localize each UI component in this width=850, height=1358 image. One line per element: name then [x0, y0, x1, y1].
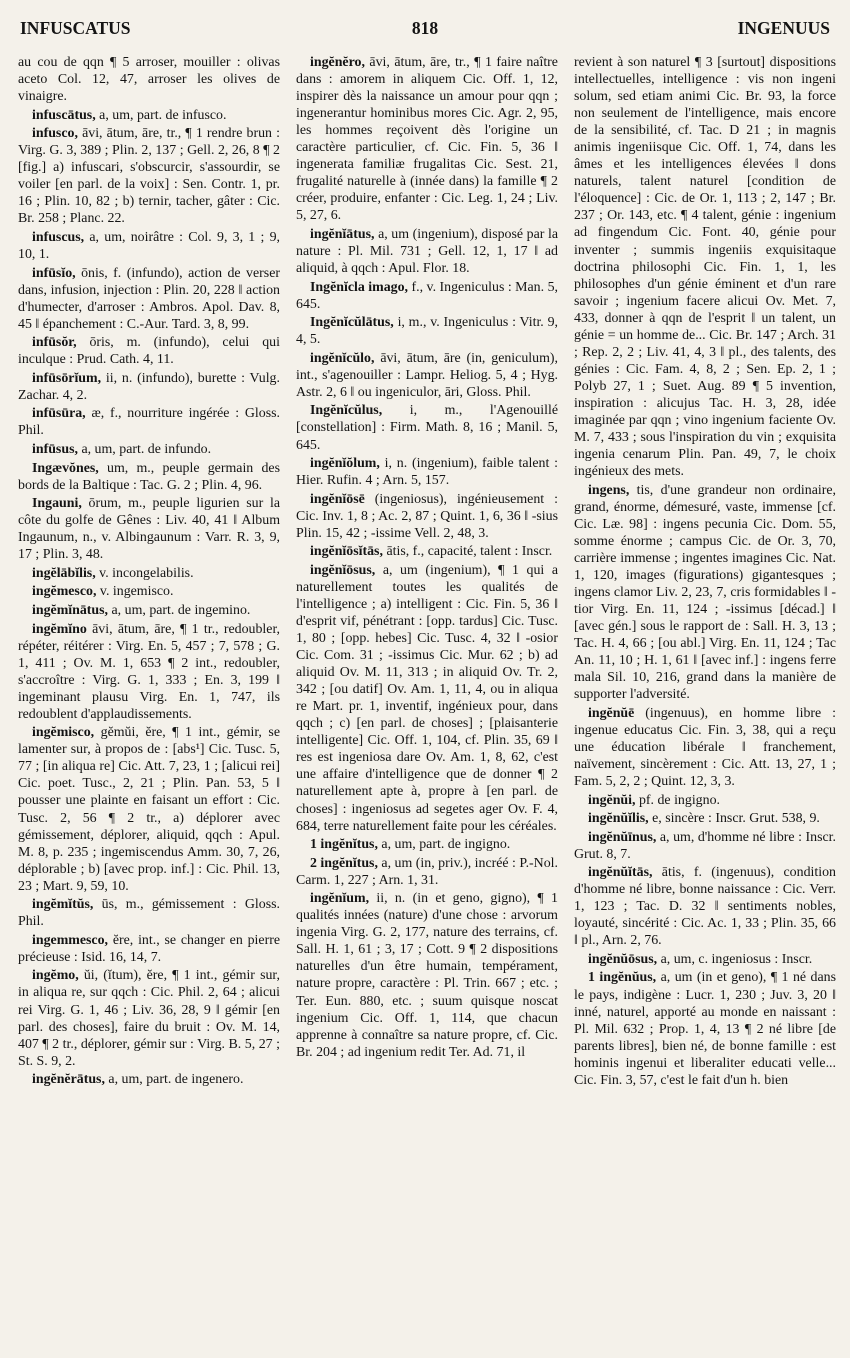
entry-definition: e, sincère : Inscr. Grut. 538, 9.	[652, 811, 820, 827]
headword: 1 ingĕnŭus,	[588, 970, 657, 986]
header-last-word: INGENUUS	[737, 18, 830, 38]
entry-definition: a, um, part. de infundo.	[81, 442, 212, 458]
entry-definition: i, n. (ingenium), faible talent : Hier. Rufin. 4 ; Arn. 5, 157.	[296, 456, 558, 489]
entry-definition: a, um (ingenium), ¶ 1 qui a naturellement toutes les qualités de l'intelligence ; a) intelligent : Cic. Fin. 5, 36 ‖ d'esprit vif, pénétrant : [opp. tardus] Cic. Tusc. 1, 80 ; [opp. hebes] Cic. Tusc. 4, 32 ‖ -osior Cic. Com. 31 ; -issimus Cic. Mur. 62 ; b) ad aliquid Ov. M. 11, 313 ; in aliquid Ov. Tr. 2, 342 ; [ou datif] Ov. Am. 1, 11, 4, ou in aliqua re Mart. pr. 1, inventif, ingénieux pour, dans qqch ; c) [en parl. de choses] ; [plaisanterie intelligente] Cic. Off. 1, 104, cf. Plin. 35, 69 ‖ res est ingeniosa dare Ov. Am. 1, 8, 62, c'est une affaire d'intelligence que de donner ¶ 2 naturellement apte à, propre à [en parl. de choses] : ingeniosus ad segetes ager Ov. F. 4, 684, terre naturellement faite pour les céréales.	[296, 562, 558, 834]
headword: ingĕmĭnātus,	[32, 602, 109, 618]
column-2	[296, 54, 558, 1352]
dictionary-entry	[18, 1071, 280, 1088]
headword: ingĕnĭātus,	[310, 226, 375, 242]
headword: ingĕmĭtŭs,	[32, 897, 94, 913]
dictionary-entry	[574, 829, 836, 863]
headword: ingĕnĭōsĭtās,	[310, 544, 383, 560]
dictionary-entry	[296, 350, 558, 401]
headword: ingĕnĭōsus,	[310, 562, 376, 578]
dictionary-entry	[18, 583, 280, 600]
dictionary-entry	[296, 491, 558, 542]
headword: ingĕmisco,	[32, 725, 95, 741]
dictionary-entry	[18, 621, 280, 723]
entry-definition: ūs, m., gémissement : Gloss. Phil.	[18, 897, 280, 930]
dictionary-entry	[18, 967, 280, 1069]
headword: ingĕnĭŏlum,	[310, 456, 380, 472]
entry-definition: a, um, c. ingeniosus : Inscr.	[660, 951, 813, 967]
entry-definition: i, m., l'Agenouillé [constellation] : Firm. Math. 8, 16 ; Manil. 5, 645.	[296, 403, 558, 453]
entry-definition: a, um (in, priv.), incréé : P.-Nol. Carm. 1, 227 ; Arn. 1, 31.	[296, 855, 558, 888]
dictionary-entry	[296, 855, 558, 889]
headword: ingĕnŭi,	[588, 792, 636, 808]
dictionary-entry	[18, 896, 280, 930]
entry-definition: tis, d'une grandeur non ordinaire, grand, énorme, démesuré, vaste, immense [cf. Cic. Læ. 98] : ingens pecunia Cic. Dom. 55, somme énorme ; campus Cic. de Or. 3, 70, carrière immense ; ingentes imagines Cic. Nat. 1, 120, images (figurations) gigantesques ; ingens clamor Liv. 2, 23, 7, cris formidables ‖ -tior Virg. En. 11, 124 ; -issimus [décad.] ‖ [avec gén.] sous le rapport de : Sall. H. 3, 13 ; Tac. H. 4, 66 ; [ou abl.] Virg. En. 11, 124 ; Tac An. 11, 10 ; H. 1, 61 ‖ [avec inf.] : ingens ferre mala Sil. 10, 216, grand dans la manière de supporter l'adversité.	[574, 482, 836, 703]
entry-definition: um, m., peuple germain des bords de la Baltique : Tac. G. 2 ; Plin. 4, 96.	[18, 460, 280, 493]
entry-definition: a, um (in et geno), ¶ 1 né dans le pays, indigène : Lucr. 1, 230 ; Juv. 3, 20 ‖ inné, naturel, apporté au monde en naissant : Pl. Mil. 632 ; Prop. 1, 4, 13 ¶ 2 né libre [de parents libres], bien né, de bonne famille : est hominis ingenui et liberaliter educati velle... Cic. Fin. 3, 57, c'est le fait d'un h. bien	[574, 970, 836, 1088]
headword: infuscātus,	[32, 107, 96, 123]
dictionary-entry	[296, 890, 558, 1060]
headword: 2 ingĕnĭtus,	[310, 855, 378, 871]
headword: ingens,	[588, 482, 630, 498]
dictionary-entry	[574, 810, 836, 827]
headword: Ingauni,	[32, 496, 82, 512]
headword: 1 ingĕnĭtus,	[310, 837, 378, 853]
dictionary-entry	[296, 455, 558, 489]
entry-definition: a, um, noirâtre : Col. 9, 3, 1 ; 9, 10, 1.	[18, 229, 280, 263]
entry-definition: revient à son naturel ¶ 3 [surtout] dispositions intellectuelles, intelligence : vis non ingeni solum, sed etiam animi Cic. Br. 93, la force non seulement de l'intelligence, mais encore de la sensibilité, cf. Tac. D 21 ; in magnis animis ingeniisque Cic. Off. 1, 74, dans les âmes et les intelligences élevées ‖ dons naturels, talent naturel [condition de l'éloquence] : Cic. de Or. 1, 113 ; 2, 147 ; Br. 237 ; Or. 143, etc. ¶ 4 talent, génie : ingenium ad fingendum Cic. Font. 40, génie pour inventer ; summis ingeniis exquisitaque doctrina philosophi Cic. Fin. 1, 1, les philosophes d'un génie éminent et d'un rare savoir ; ingenium facere alicui Ov. Met. 7, 433, donner à qqn de l'esprit ‖ un talent, un génie = un homme de... Cic. Br. 147 ; Arch. 31 ; Rep. 2, 2 ; Liv. 41, 4, 3 ‖ pl., des talents, des génies : Cic. Fam. 4, 8, 2 ; Sen. Ep. 2, 1 ; Polyb 27, 1 ; Suet. Aug. 89 ¶ 5 invention, inspiration : alicujus Tac. H. 3, 28, idée imaginée par qqn ; vino ingenium faciente Ov. M. 7, 433 ; sous l'inspiration du vin ; exquisita ingenia cenarum Plin. Pan. 49, 7, le choix ingénieux des mets.	[574, 55, 836, 480]
entry-definition: pf. de ingigno.	[638, 792, 720, 808]
headword: infuscus,	[32, 229, 85, 245]
dictionary-entry	[18, 932, 280, 966]
dictionary-entry	[18, 565, 280, 582]
entry-definition: āvi, ātum, āre, tr., ¶ 1 faire naître dans : amorem in aliquem Cic. Off. 1, 12, inspirer dès la naissance un amour pour qqn ; ingenerantur hominibus mores Cic. Agr. 2, 95, les hommes reçoivent dès l'origine un caractère particulier, cf. Cic. Fin. 5, 36 ‖ ingenerata familiæ frugalitas Cic. Sest. 21, frugalité naturelle à (innée dans) la famille ¶ 2 créer, produire, enfanter : Cic. Leg. 1, 24 ; Liv. 5, 27, 6.	[296, 55, 558, 224]
headword: infūsūra,	[32, 406, 86, 422]
dictionary-entry	[18, 334, 280, 368]
entry-definition: i, m., v. Ingeniculus : Vitr. 9, 4, 5.	[296, 315, 558, 348]
headword: Ingævŏnes,	[32, 460, 99, 476]
headword: ingĕnĕrātus,	[32, 1072, 105, 1088]
headword: infūsĭo,	[32, 265, 76, 281]
entry-definition: ātis, f., capacité, talent : Inscr.	[386, 544, 553, 560]
entry-definition: a, um, part. de ingenero.	[108, 1072, 244, 1088]
entry-definition: au cou de qqn ¶ 5 arroser, mouiller : olivas aceto Col. 12, 47, arroser les olives de vinaigre.	[18, 55, 280, 105]
dictionary-entry	[18, 107, 280, 124]
headword: ingĕmo,	[32, 968, 79, 984]
dictionary-entry	[18, 495, 280, 563]
entry-definition: a, um, part. de ingemino.	[111, 602, 251, 618]
entry-definition: ii, n. (in et geno, gigno), ¶ 1 qualités innées (nature) d'une chose : arvorum ingenia Virg. G. 2, 177, nature des terrains, cf. Sall. H. 1, 61 ; 3, 17 ; Cott. 9 ¶ 2 dispositions naturelles d'un être humain, tempérament, nature propre, caractère : Pl. Trin. 667 ; etc. ; Ter. Eun. 880, etc. ; suum quisque noscat ingenium Cic. Off. 1, 114, que chacun apprenne à connaître sa nature propre, cf. Cic. Br. 204 ; ad ingenium redit Ter. Ad. 71, il	[296, 891, 558, 1060]
dictionary-entry	[296, 226, 558, 277]
dictionary-entry	[18, 405, 280, 439]
headword: ingĕnĭcŭlo,	[310, 350, 375, 366]
headword: ingĕnŭē	[588, 705, 635, 721]
entry-definition: v. incongelabilis.	[99, 565, 194, 581]
headword: infūsus,	[32, 442, 78, 458]
running-header	[20, 18, 830, 48]
dictionary-entry	[574, 969, 836, 1088]
dictionary-entry	[18, 125, 280, 227]
headword: infūsōrĭum,	[32, 370, 102, 386]
entry-definition: ĕre, int., se changer en pierre précieuse : Isid. 16, 14, 7.	[18, 932, 280, 965]
dictionary-entry	[18, 602, 280, 619]
column-3	[574, 54, 836, 1352]
headword: Ingĕnĭcŭlātus,	[310, 315, 394, 331]
dictionary-entry	[18, 370, 280, 404]
dictionary-entry	[296, 543, 558, 560]
entry-definition: āvi, ātum, āre, ¶ 1 tr., redoubler, répéter, réitérer : Virg. En. 5, 457 ; 7, 578 ; G. 1, 411 ; Ov. M. 1, 653 ¶ 2 int., redoubler, s'accroître : Virg. G. 1, 333 ; En. 3, 199 ‖ ingeminant plausu Virg. En. 1, 747, ils redoublent d'applaudissements.	[18, 621, 280, 722]
dictionary-entry	[296, 314, 558, 348]
dictionary-entry	[296, 279, 558, 313]
entry-definition: a, um, part. de ingigno.	[381, 837, 511, 853]
dictionary-entry	[296, 562, 558, 835]
dictionary-entry	[296, 402, 558, 453]
entry-definition: a, um, part. de infusco.	[99, 107, 227, 123]
entry-definition: ii, n. (infundo), burette : Vulg. Zachar. 4, 2.	[18, 370, 280, 403]
dictionary-entry	[574, 482, 836, 704]
headword: ingĕnĭōsē	[310, 491, 365, 507]
entry-definition: ōris, m. (infundo), celui qui inculque : Prud. Cath. 4, 11.	[18, 335, 280, 368]
entry-definition: (ingenuus), en homme libre : ingenue educatus Cic. Fin. 3, 38, qui a reçu une éducation libérale ‖ franchement, naïvement, sincèrement : Cic. Att. 13, 27, 1 ; Fam. 5, 2, 2 ; Quint. 12, 3, 3.	[574, 705, 836, 789]
entry-definition: v. ingemisco.	[99, 584, 174, 600]
headword: ingĕnĕro,	[310, 55, 365, 70]
dictionary-entry	[296, 836, 558, 853]
headword: ingĕmesco,	[32, 584, 97, 600]
headword: ingĕnĭum,	[310, 891, 370, 907]
entry-definition: ŭi, (ĭtum), ĕre, ¶ 1 int., gémir sur, in aliqua re, sur qqch : Cic. Phil. 2, 64 ; alicui rei Virg. G. 1, 46 ; Liv. 36, 28, 9 ‖ gémir [en parl. des choses], faire du bruit : Ov. M. 14, 407 ¶ 2 tr., déplorer, gémir sur : Virg. B. 5, 27 ; St. S. 9, 2.	[18, 968, 280, 1069]
headword: Ingĕnĭcla imago,	[310, 279, 409, 295]
headword: ingĕnŭīnus,	[588, 829, 657, 845]
dictionary-entry	[18, 265, 280, 333]
headword: ingemmesco,	[32, 932, 108, 948]
dictionary-entry	[18, 724, 280, 894]
dictionary-entry	[296, 54, 558, 224]
dictionary-entry	[574, 864, 836, 949]
dictionary-entry	[574, 951, 836, 968]
header-first-word: INFUSCATUS	[20, 18, 131, 38]
headword: ingĕnŭĭtās,	[588, 865, 653, 881]
entry-definition: ātis, f. (ingenuus), condition d'homme né libre, bonne naissance : Cic. Verr. 1, 123 ; Tac. D. 32 ‖ sentiments nobles, loyauté, sincérité : Cic. Ac. 1, 33 ; Plin. 35, 66 ‖ pl., Arn. 2, 76.	[574, 865, 836, 949]
entry-definition: āvi, ātum, āre (in, geniculum), int., s'agenouiller : Lampr. Heliog. 5, 4 ; Hyg. Astr. 2, 6 ‖ ou ingeniculor, āri, Gloss. Phil.	[296, 350, 558, 400]
dictionary-entry	[18, 460, 280, 494]
headword: ingĕlābĭlis,	[32, 565, 96, 581]
column-1	[18, 54, 280, 1352]
entry-definition: æ, f., nourriture ingérée : Gloss. Phil.	[18, 406, 280, 439]
entry-definition: ōnis, f. (infundo), action de verser dans, infusion, injection : Plin. 20, 228 ‖ action d'humecter, d'arroser : Ambros. Apol. Dav. 8, 45 ‖ épanchement : C.-Aur. Tard. 3, 8, 99.	[18, 265, 280, 332]
entry-definition: ōrum, m., peuple ligurien sur la côte du golfe de Gênes : Liv. 40, 41 ‖ Album Ingaunum, n., v. Albingaunum : Varr. R. 3, 9, 17 ; Plin. 3, 48.	[18, 496, 280, 563]
headword: ingĕnŭĭlis,	[588, 811, 649, 827]
page-number: 818	[411, 18, 439, 38]
headword: ingĕnŭōsus,	[588, 951, 658, 967]
headword: infusco,	[32, 126, 78, 142]
text-columns	[18, 54, 836, 1352]
entry-definition: gĕmŭi, ĕre, ¶ 1 int., gémir, se lamenter sur, à propos de : [abs¹] Cic. Tusc. 5, 77 ; [in aliqua re] Cic. Att. 7, 23, 1 ; [alicui rei] Cic. poet. Tusc., 2, 21 ; Plin. Pan. 53, 5 ‖ pousser une plainte en faisant un effort : Cic. Tusc. 2, 56 ¶ 2 tr., a) déplorer avec gémissement, déplorer, aliquid, qqch : Apul. M. 8, p. 235 ; ingemiscendus Amm. 30, 7, 26, déplorable ; b) [avec prop. inf.] : Cic. Phil. 13, 23 ; Mart. 9, 59, 10.	[18, 725, 280, 894]
entry-definition: f., v. Ingeniculus : Man. 5, 645.	[296, 279, 558, 312]
dictionary-entry	[574, 792, 836, 809]
dictionary-entry	[18, 229, 280, 263]
dictionary-entry	[574, 705, 836, 790]
entry-definition: āvi, ātum, āre, tr., ¶ 1 rendre brun : Virg. G. 3, 389 ; Plin. 2, 137 ; Gell. 2, 26, 8 ¶ 2 [fig.] a) infuscari, s'obscurcir, s'assourdir, se voiler [en parl. de la voix] : Sen. Contr. 1, pr. 16 ; Plin. 10, 82 ; b) ternir, tacher, gâter : Cic. Br. 258 ; Planc. 22.	[18, 126, 280, 227]
entry-definition: (ingeniosus), ingénieusement : Cic. Inv. 1, 8 ; Ac. 2, 87 ; Quint. 1, 6, 36 ‖ -sius Plin. 15, 42 ; -issime Vell. 2, 48, 3.	[296, 491, 558, 541]
entry-definition: a, um, d'homme né libre : Inscr. Grut. 8, 7.	[574, 829, 836, 862]
headword: ingĕmĭno	[32, 621, 87, 637]
entry-definition: a, um (ingenium), disposé par la nature : Pl. Mil. 731 ; Gell. 12, 1, 17 ‖ ad aliquid, à qqch : Apul. Flor. 18.	[296, 226, 558, 277]
headword: infūsŏr,	[32, 335, 77, 351]
dictionary-entry	[18, 441, 280, 458]
dictionary-entry	[574, 54, 836, 480]
dictionary-entry	[18, 54, 280, 105]
headword: Ingĕnĭcŭlus,	[310, 403, 383, 419]
